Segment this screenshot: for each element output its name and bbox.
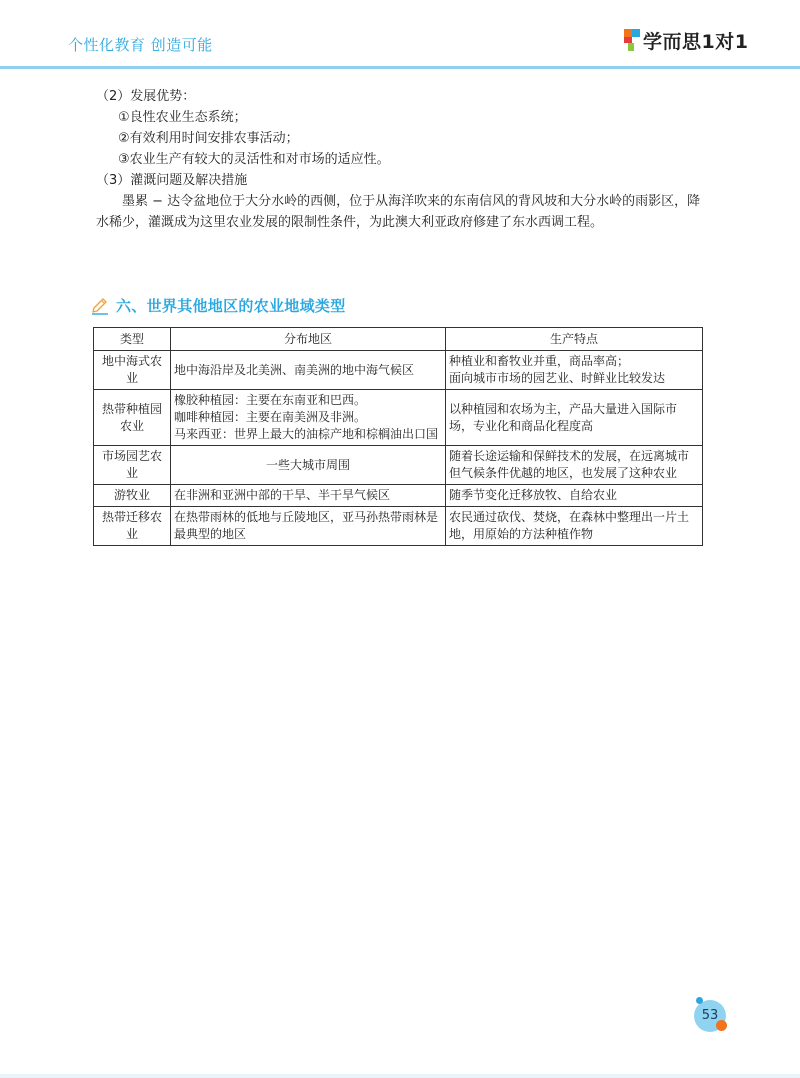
cell-feature <box>446 507 703 546</box>
sub-heading-irrigation: （3）灌溉问题及解决措施 <box>96 173 248 188</box>
advantage-item-2: ②有效利用时间安排农事活动； <box>118 131 299 146</box>
decor-dot-blue <box>696 997 703 1004</box>
page-header <box>0 0 800 70</box>
advantage-item-1: ①良性农业生态系统； <box>118 110 247 125</box>
logo-text: 学而思1对1 <box>643 30 749 53</box>
page-number-badge <box>694 1000 728 1034</box>
cell-feature <box>446 351 703 390</box>
header-slogan: 个性化教育 创造可能 <box>68 36 213 54</box>
cell-region <box>171 390 446 446</box>
cell-feature-line: 随着长途运输和保鲜技术的发展，在远离城市但气候条件优越的地区，也发展了这种农业 <box>449 449 690 480</box>
brand-logo <box>624 26 748 54</box>
cell-region-line: 橡胶种植园：主要在东南亚和巴西。 <box>174 393 367 407</box>
cell-feature <box>446 390 703 446</box>
table-row <box>94 351 703 390</box>
pencil-icon <box>90 296 110 316</box>
cell-region <box>171 446 446 485</box>
cell-feature-line: 以种植园和农场为主，产品大量进入国际市场，专业化和商品化程度高 <box>449 401 678 433</box>
body-text <box>96 86 706 233</box>
cell-region-line: 一些大城市周围 <box>265 457 350 472</box>
cell-feature-line: 种植业和畜牧业并重，商品率高； <box>449 354 630 368</box>
table-row <box>94 507 703 546</box>
cell-feature-line: 农民通过砍伐、焚烧，在森林中整理出一片土地，用原始的方法种植作物 <box>449 510 690 541</box>
cell-region-line: 在热带雨林的低地与丘陵地区，亚马孙热带雨林是最典型的地区 <box>174 510 439 541</box>
table-header-row <box>94 328 703 351</box>
cell-type: 地中海式农业 <box>94 351 171 390</box>
page-number: 53 <box>701 1008 719 1023</box>
advantage-item-3: ③农业生产有较大的灵活性和对市场的适应性。 <box>118 152 390 167</box>
header-divider <box>0 66 800 69</box>
cell-region-line: 地中海沿岸及北美洲、南美洲的地中海气候区 <box>174 362 415 377</box>
cell-region <box>171 507 446 546</box>
section-title-text: 六、世界其他地区的农业地域类型 <box>116 297 346 315</box>
footer-strip <box>0 1074 800 1078</box>
cell-region-line: 在非洲和亚洲中部的干旱、半干旱气候区 <box>174 488 391 502</box>
cell-region <box>171 351 446 390</box>
cell-feature <box>446 485 703 507</box>
header-region: 分布地区 <box>171 328 446 351</box>
cell-feature-line: 面向城市市场的园艺业、时鲜业比较发达 <box>449 371 666 385</box>
table-row <box>94 485 703 507</box>
cell-region <box>171 485 446 507</box>
cell-region-line: 咖啡种植园：主要在南美洲及非洲。 <box>174 410 367 424</box>
agriculture-types-table <box>93 327 703 546</box>
table-row <box>94 446 703 485</box>
header-feature: 生产特点 <box>446 328 703 351</box>
irrigation-paragraph: 墨累 − 达令盆地位于大分水岭的西侧，位于从海洋吹来的东南信风的背风坡和大分水岭的雨影区，降水稀少，灌溉成为这里农业发展的限制性条件，为此澳大利亚政府修建了东水西调工程。 <box>96 194 701 230</box>
logo-mark-icon <box>624 29 640 51</box>
cell-feature <box>446 446 703 485</box>
header-type: 类型 <box>94 328 171 351</box>
cell-type: 市场园艺农业 <box>94 446 171 485</box>
section-title <box>90 295 346 316</box>
cell-type: 热带种植园农业 <box>94 390 171 446</box>
cell-feature-line: 随季节变化迁移放牧、自给农业 <box>449 488 618 502</box>
cell-type: 游牧业 <box>94 485 171 507</box>
table-row <box>94 390 703 446</box>
cell-region-line: 马来西亚：世界上最大的油棕产地和棕榈油出口国 <box>174 427 439 441</box>
sub-heading-advantages: （2）发展优势： <box>96 89 196 104</box>
cell-type: 热带迁移农业 <box>94 507 171 546</box>
